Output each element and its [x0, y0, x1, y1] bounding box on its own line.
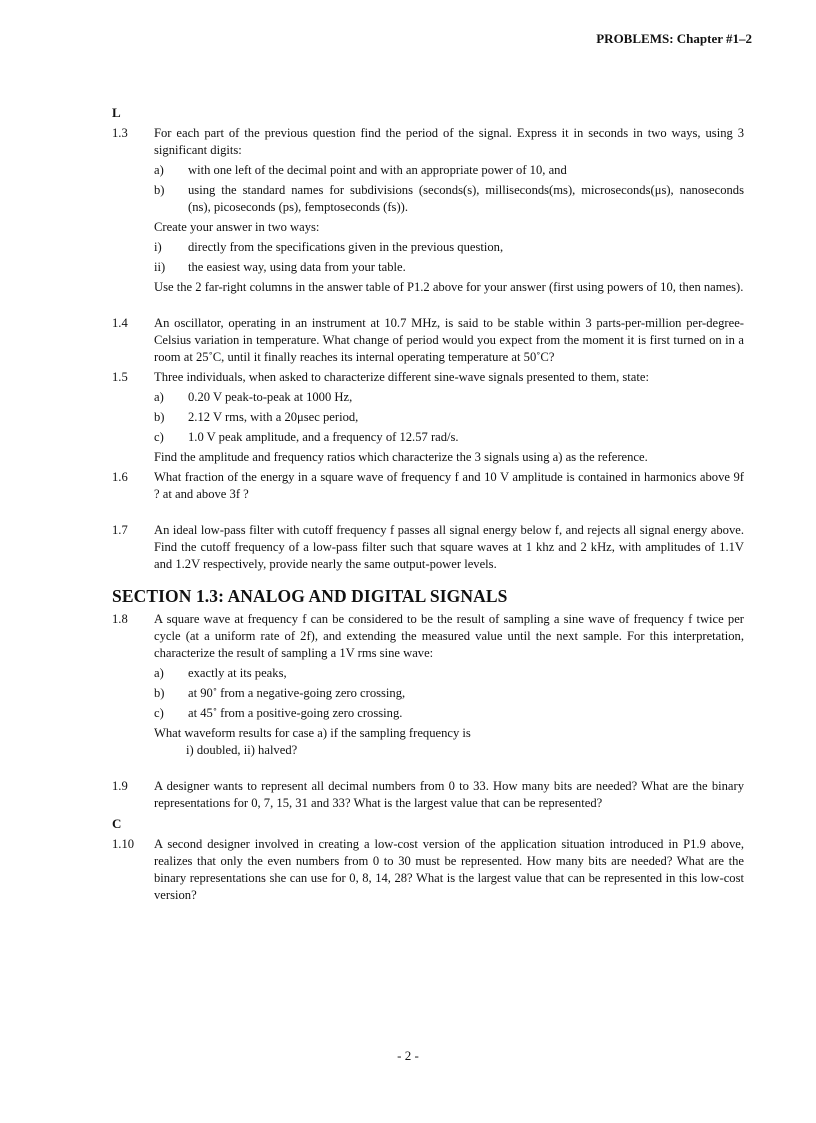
problem-1-7 — [112, 522, 744, 573]
problem-options: i) doubled, ii) halved? — [186, 743, 298, 757]
problem-number: 1.8 — [112, 612, 128, 626]
item-label: a) — [154, 666, 164, 680]
item-text: 0.20 V peak-to-peak at 1000 Hz, — [188, 390, 353, 404]
item-text: the easiest way, using data from your table. — [188, 260, 406, 274]
problem-1-4 — [112, 315, 744, 366]
problem-text: Find the amplitude and frequency ratios which characterize the 3 signals using a) as the reference. — [154, 450, 648, 464]
list-item — [154, 685, 744, 702]
page-content — [112, 104, 744, 907]
problem-1-10 — [112, 836, 744, 904]
page-number: - 2 - — [397, 1048, 419, 1063]
item-text: with one left of the decimal point and with an appropriate power of 10, and — [188, 163, 567, 177]
item-text: directly from the specifications given in the previous question, — [188, 240, 504, 254]
item-label: ii) — [154, 260, 166, 274]
list-item — [154, 259, 744, 276]
problem-number: 1.10 — [112, 837, 135, 851]
problem-1-3 — [112, 125, 744, 296]
problem-text: Three individuals, when asked to characterize different sine-wave signals presented to them, state: — [154, 370, 649, 384]
list-item — [154, 182, 744, 216]
margin-letter-l: L — [112, 105, 121, 120]
list-item — [154, 389, 744, 406]
problem-text: Use the 2 far-right columns in the answer table of P1.2 above for your answer (first using powers of 10, then names). — [154, 280, 744, 294]
problem-text: For each part of the previous question find the period of the signal. Express it in seconds in two ways, using 3 significant digits: — [154, 126, 744, 157]
problem-number: 1.5 — [112, 370, 128, 384]
list-item — [154, 429, 744, 446]
list-item — [154, 705, 744, 722]
list-item — [154, 239, 744, 256]
problem-text: An ideal low-pass filter with cutoff frequency f passes all signal energy below f, and rejects all signal energy above. Find the cutoff frequency of a low-pass filter such that square waves at 1 khz and 2 kHz, with amplitudes of 1.1V and 1.2V respectively, provide nearly the same output-power levels. — [154, 523, 744, 571]
problem-number: 1.6 — [112, 470, 128, 484]
item-text: using the standard names for subdivisions (seconds(s), milliseconds(ms), microseconds(μs), nanoseconds (ns), picoseconds (ps), femptoseconds (fs)). — [188, 183, 744, 214]
list-item — [154, 665, 744, 682]
problem-number: 1.9 — [112, 779, 128, 793]
item-label: a) — [154, 163, 164, 177]
margin-letter-c: C — [112, 816, 122, 831]
item-label: c) — [154, 706, 164, 720]
problem-text: What fraction of the energy in a square wave of frequency f and 10 V amplitude is contained in harmonics above 9f ? at and above 3f ? — [154, 470, 744, 501]
list-item — [154, 409, 744, 426]
item-label: i) — [154, 240, 162, 254]
item-label: b) — [154, 410, 165, 424]
item-text: exactly at its peaks, — [188, 666, 287, 680]
problem-1-9 — [112, 778, 744, 812]
problem-1-8 — [112, 611, 744, 759]
item-label: a) — [154, 390, 164, 404]
problem-text: Create your answer in two ways: — [154, 220, 320, 234]
problem-text: What waveform results for case a) if the sampling frequency is — [154, 726, 471, 740]
item-text: at 90˚ from a negative-going zero crossing, — [188, 686, 406, 700]
section-title: SECTION 1.3: ANALOG AND DIGITAL SIGNALS — [112, 586, 508, 606]
problem-text: A square wave at frequency f can be considered to be the result of sampling a sine wave of frequency f twice per cycle (at a uniform rate of 2f), and extending the measured value until the next sample. For this interpretation, characterize the result of sampling a 1V rms sine wave: — [154, 612, 744, 660]
problem-text: A second designer involved in creating a low-cost version of the application situation introduced in P1.9 above, realizes that only the even numbers from 0 to 30 must be represented. How many bits are needed? What are the binary representations she can use for 0, 8, 14, 28? What is the largest value that can be represented in this low-cost version? — [154, 837, 744, 902]
item-text: 2.12 V rms, with a 20μsec period, — [188, 410, 359, 424]
item-label: c) — [154, 430, 164, 444]
problem-number: 1.7 — [112, 523, 128, 537]
list-item — [154, 162, 744, 179]
page-header: PROBLEMS: Chapter #1–2 — [596, 31, 752, 46]
problem-number: 1.4 — [112, 316, 128, 330]
item-text: 1.0 V peak amplitude, and a frequency of 12.57 rad/s. — [188, 430, 459, 444]
problem-1-6 — [112, 469, 744, 503]
problem-number: 1.3 — [112, 126, 128, 140]
problem-text: An oscillator, operating in an instrument at 10.7 MHz, is said to be stable within 3 parts-per-million per-degree-Celsius variation in temperature. What change of period would you expect from the moment it is first turned on in a room at 25˚C, until it finally reaches its internal operating temperature at 50˚C? — [154, 316, 744, 364]
item-text: at 45˚ from a positive-going zero crossing. — [188, 706, 403, 720]
problem-1-5 — [112, 369, 744, 466]
item-label: b) — [154, 686, 165, 700]
item-label: b) — [154, 183, 165, 197]
problem-text: A designer wants to represent all decimal numbers from 0 to 33. How many bits are needed? What are the binary representations for 0, 7, 15, 31 and 33? What is the largest value that can be represented? — [154, 779, 744, 810]
